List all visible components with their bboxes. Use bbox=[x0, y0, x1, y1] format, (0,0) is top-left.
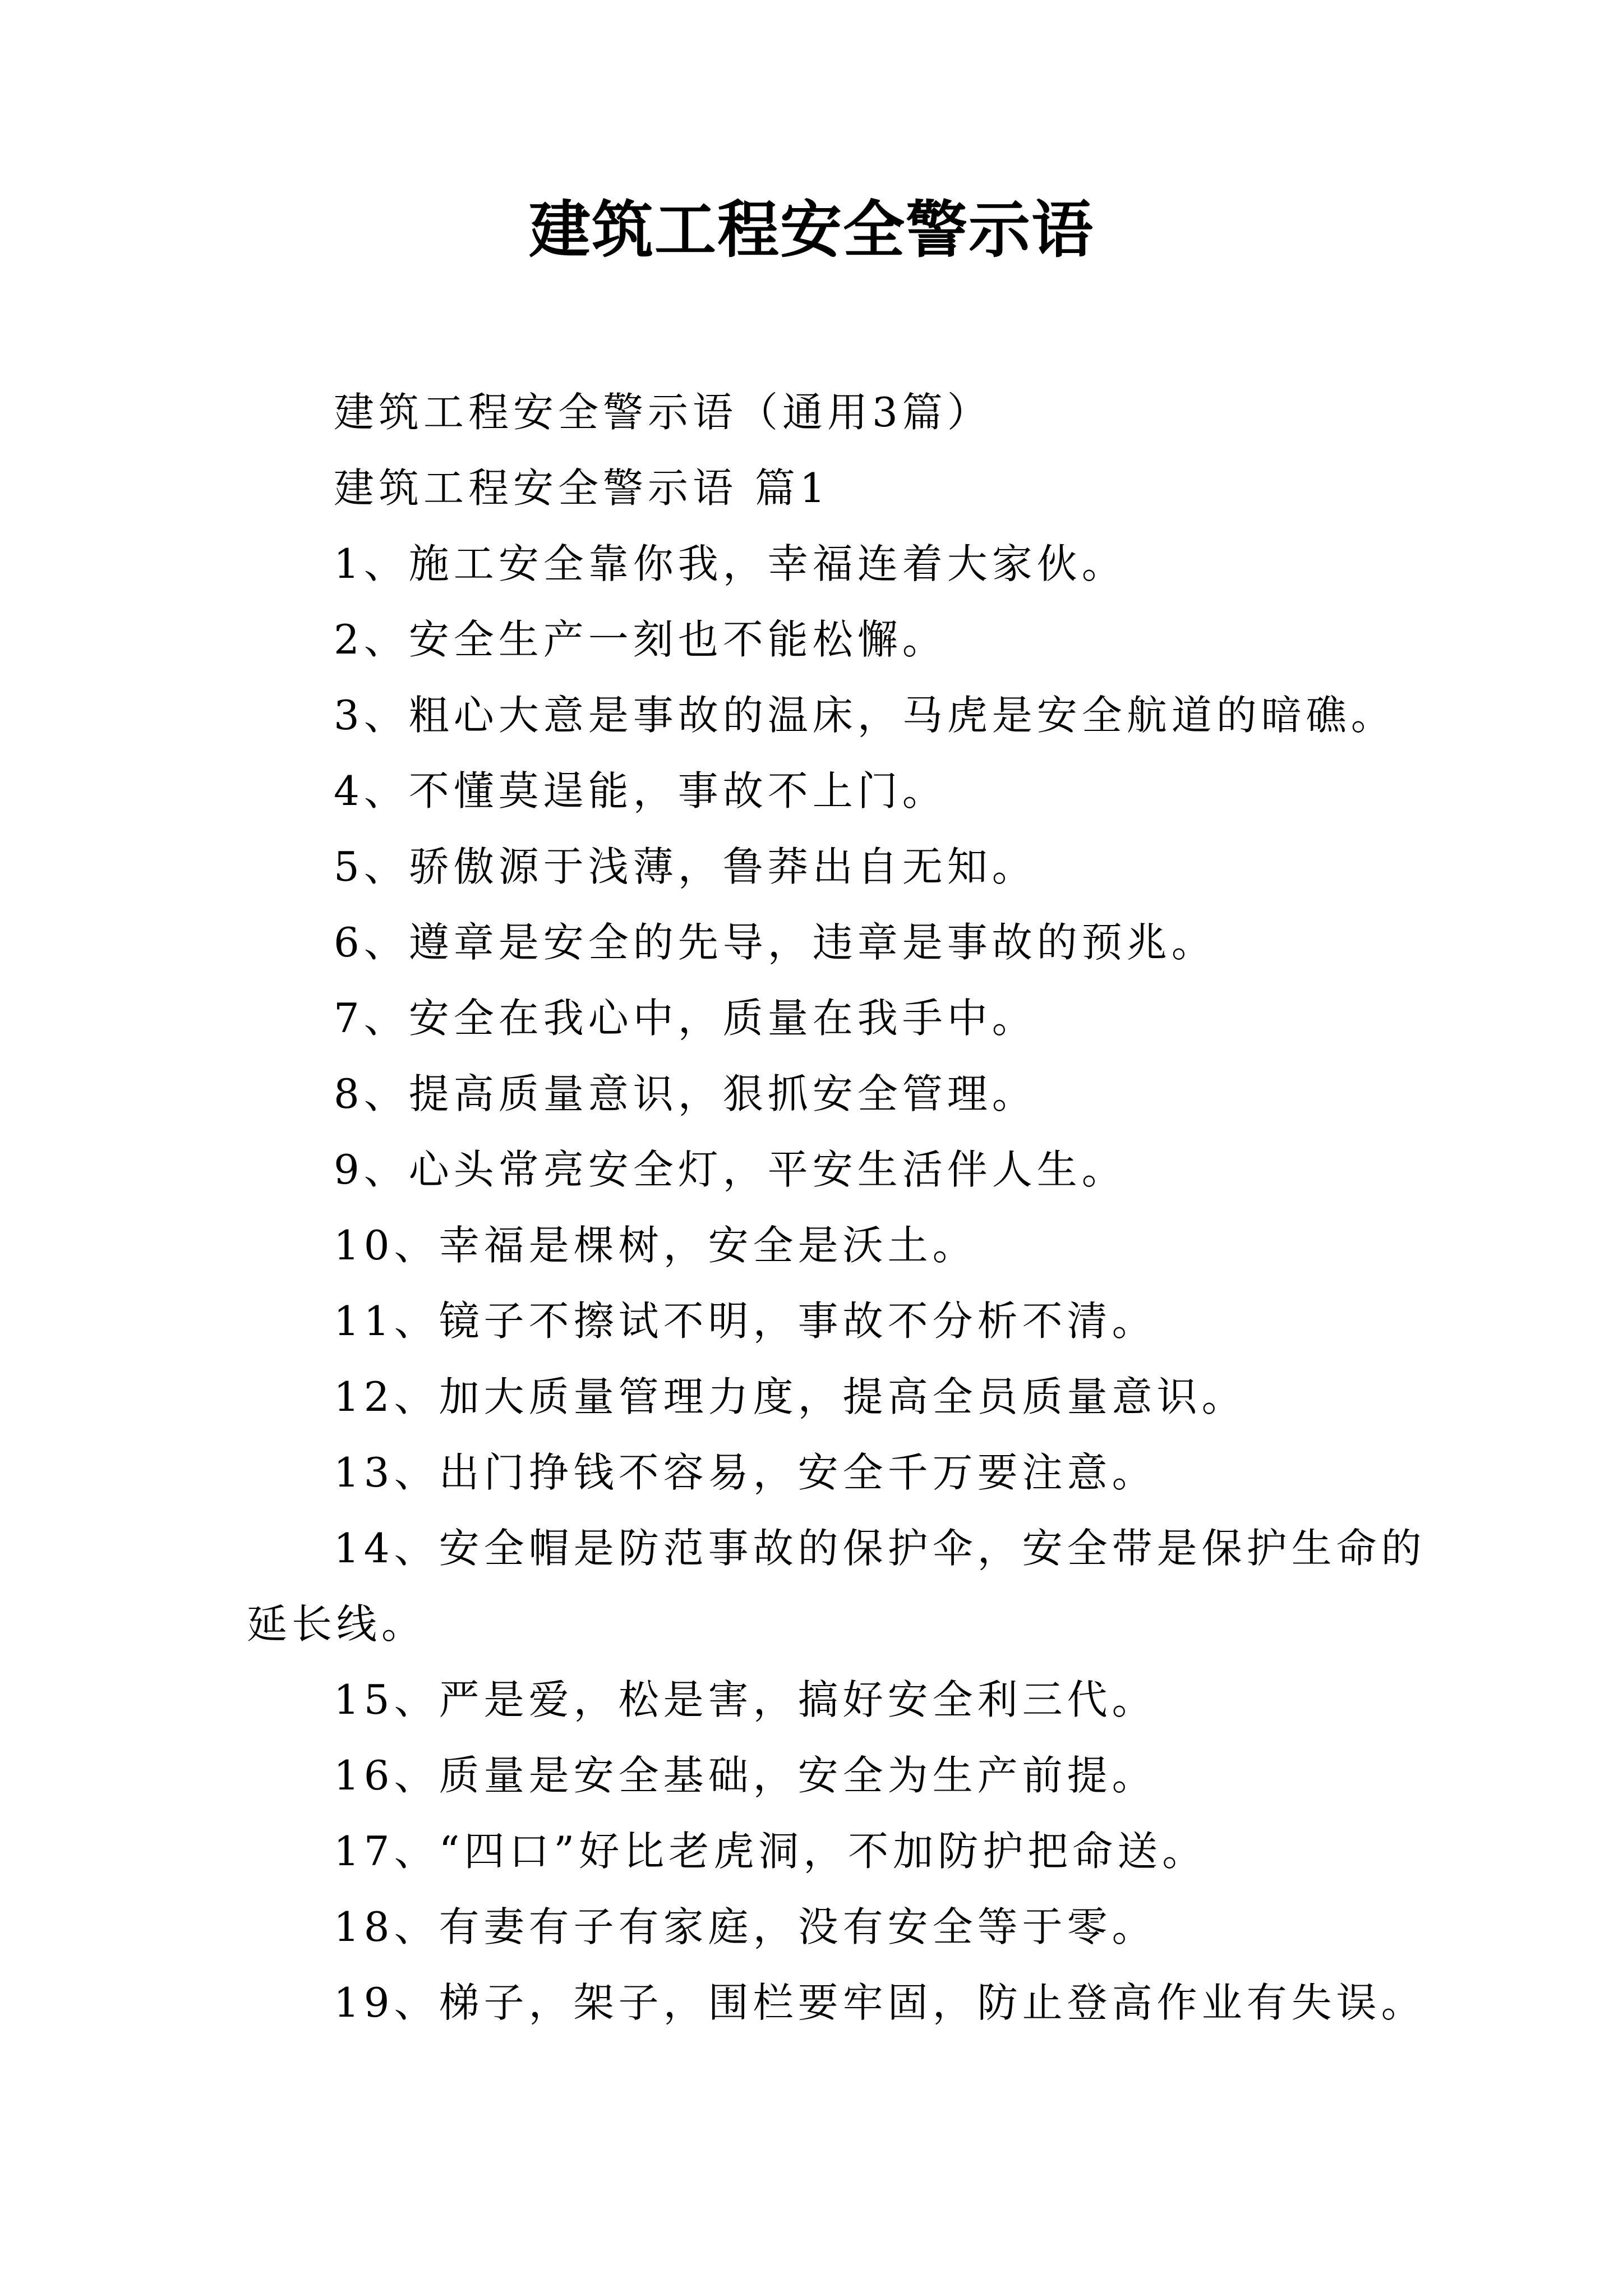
list-item: 17、“四口”好比老虎洞，不加防护把命送。 bbox=[334, 1828, 1207, 1875]
list-item: 1、施工安全靠你我，幸福连着大家伙。 bbox=[334, 540, 1127, 587]
list-item: 4、不懂莫逞能，事故不上门。 bbox=[334, 767, 947, 815]
list-item: 8、提高质量意识，狠抓安全管理。 bbox=[334, 1070, 1037, 1117]
section-title: 建筑工程安全警示语 篇1 bbox=[334, 464, 830, 512]
list-item: 6、遵章是安全的先导，违章是事故的预兆。 bbox=[334, 919, 1216, 966]
document-heading: 建筑工程安全警示语（通用3篇） bbox=[334, 389, 992, 436]
list-item: 2、安全生产一刻也不能松懈。 bbox=[334, 616, 947, 663]
list-item: 3、粗心大意是事故的温床，马虎是安全航道的暗礁。 bbox=[334, 692, 1396, 739]
list-item: 12、加大质量管理力度，提高全员质量意识。 bbox=[334, 1373, 1247, 1420]
list-item: 13、出门挣钱不容易，安全千万要注意。 bbox=[334, 1449, 1157, 1496]
list-item: 9、心头常亮安全灯，平安生活伴人生。 bbox=[334, 1146, 1127, 1193]
list-item: 19、梯子，架子，围栏要牢固，防止登高作业有失误。 bbox=[334, 1979, 1426, 2026]
list-item: 15、严是爱，松是害，搞好安全利三代。 bbox=[334, 1676, 1157, 1723]
list-item: 5、骄傲源于浅薄，鲁莽出自无知。 bbox=[334, 843, 1037, 890]
document-title: 建筑工程安全警示语 bbox=[529, 194, 1094, 266]
list-item: 14、安全帽是防范事故的保护伞，安全带是保护生命的 bbox=[334, 1525, 1426, 1572]
list-item: 10、幸福是棵树，安全是沃土。 bbox=[334, 1222, 978, 1269]
list-item: 11、镜子不擦试不明，事故不分析不清。 bbox=[334, 1297, 1157, 1345]
list-item-continuation: 延长线。 bbox=[247, 1600, 427, 1648]
list-item: 16、质量是安全基础，安全为生产前提。 bbox=[334, 1752, 1157, 1799]
list-item: 18、有妻有子有家庭，没有安全等于零。 bbox=[334, 1903, 1157, 1950]
list-item: 7、安全在我心中，质量在我手中。 bbox=[334, 995, 1037, 1042]
